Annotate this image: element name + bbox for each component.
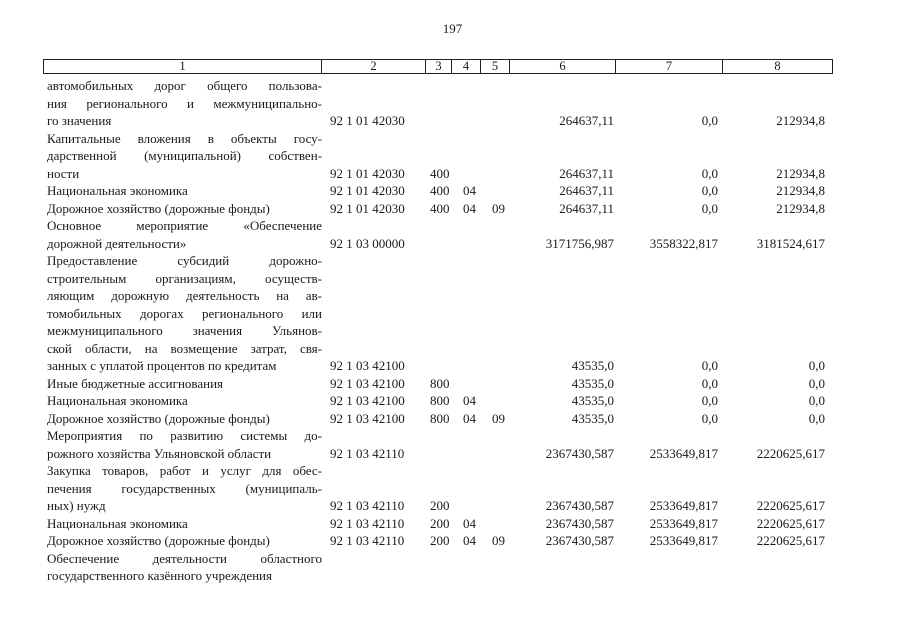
row-amount-col6: 2367430,587 [545, 445, 614, 461]
row-name-line: Капитальные вложения в объекты госу- [47, 130, 322, 146]
row-name-line: автомобильных дорог общего пользова- [47, 78, 322, 93]
row-name-line: занных с уплатой процентов по кредитам [47, 358, 277, 373]
row-amount-col7: 2533649,817 [649, 498, 718, 513]
row-code: 92 1 03 00000 [330, 235, 405, 251]
row-name-line: рожного хозяйства Ульяновской области [47, 445, 272, 461]
row-amount-col8: 0,0 [808, 410, 825, 426]
row-expense-type: 800 [430, 410, 450, 426]
row-name-line: Дорожное хозяйство (дорожные фонды) [47, 410, 270, 426]
row-amount-col6: 264637,11 [559, 200, 614, 216]
row-expense-type: 800 [430, 393, 450, 408]
table-row [0, 410, 905, 428]
row-amount-col6: 264637,11 [559, 113, 614, 128]
table-row [0, 252, 905, 375]
row-amount-col8: 3181524,617 [756, 235, 825, 251]
table-header [43, 59, 833, 74]
row-amount-col8: 0,0 [808, 393, 825, 408]
row-expense-type: 400 [430, 165, 450, 181]
row-name [47, 130, 322, 183]
row-amount-col8: 2220625,617 [756, 498, 825, 513]
table-row [0, 182, 905, 200]
row-code: 92 1 03 42110 [330, 498, 405, 513]
row-name-line: Основное мероприятие «Обеспечение [47, 218, 322, 233]
row-amount-col6: 264637,11 [559, 183, 614, 198]
row-amount-col8: 212934,8 [776, 200, 825, 216]
row-amount-col6: 43535,0 [571, 393, 614, 408]
table-row [0, 427, 905, 462]
table-row [0, 550, 905, 585]
table-row [0, 217, 905, 252]
row-name [47, 200, 322, 218]
row-name-line: Закупка товаров, работ и услуг для обес- [47, 463, 322, 478]
row-amount-col8: 0,0 [808, 358, 825, 373]
row-amount-col8: 212934,8 [776, 165, 825, 181]
row-amount-col6: 2367430,587 [545, 533, 614, 548]
row-amount-col6: 43535,0 [571, 375, 614, 391]
row-code: 92 1 01 42030 [330, 113, 405, 128]
row-amount-col7: 0,0 [701, 393, 718, 408]
row-name [47, 550, 322, 585]
row-subsection: 09 [492, 533, 505, 548]
row-amount-col7: 0,0 [701, 183, 718, 198]
row-expense-type: 200 [430, 498, 450, 513]
row-name [47, 375, 322, 393]
row-section: 04 [463, 393, 476, 408]
row-section: 04 [463, 515, 476, 531]
row-name-line: ния регионального и межмуниципально- [47, 95, 322, 111]
row-name-line: ных) нужд [47, 498, 106, 513]
table-row [0, 200, 905, 218]
row-name [47, 252, 322, 375]
row-name-line: дарственной (муниципальной) собствен- [47, 148, 322, 163]
row-amount-col7: 0,0 [701, 113, 718, 128]
header-col-2: 2 [322, 60, 426, 73]
row-name [47, 462, 322, 515]
table-row [0, 77, 905, 130]
row-amount-col8: 2220625,617 [756, 533, 825, 548]
row-amount-col6: 264637,11 [559, 165, 614, 181]
row-code: 92 1 03 42110 [330, 515, 405, 531]
row-amount-col7: 3558322,817 [649, 235, 718, 251]
row-name-line: ности [47, 165, 80, 181]
row-amount-col7: 2533649,817 [649, 515, 718, 531]
row-section: 04 [463, 200, 476, 216]
row-name-line: томобильных дорогах регионального или [47, 305, 322, 321]
row-code: 92 1 03 42100 [330, 375, 405, 391]
row-name [47, 392, 322, 410]
row-code: 92 1 01 42030 [330, 165, 405, 181]
row-amount-col8: 2220625,617 [756, 515, 825, 531]
row-name-line: строительным организациям, осуществ- [47, 270, 322, 286]
row-subsection: 09 [492, 410, 505, 426]
row-name-line: Иные бюджетные ассигнования [47, 375, 224, 391]
row-name [47, 77, 322, 130]
row-code: 92 1 01 42030 [330, 200, 405, 216]
row-name [47, 410, 322, 428]
row-expense-type: 200 [430, 533, 450, 548]
header-col-5: 5 [481, 60, 510, 73]
row-amount-col6: 43535,0 [571, 358, 614, 373]
row-amount-col8: 212934,8 [776, 183, 825, 198]
row-name-line: Дорожное хозяйство (дорожные фонды) [47, 200, 270, 216]
header-col-6: 6 [510, 60, 616, 73]
row-name [47, 427, 322, 462]
row-name-line: го значения [47, 113, 112, 128]
row-amount-col8: 0,0 [808, 375, 825, 391]
row-name-line: Национальная экономика [47, 515, 188, 531]
header-col-8: 8 [774, 59, 781, 73]
row-name-line: межмуниципального значения Ульянов- [47, 323, 322, 338]
row-amount-col6: 2367430,587 [545, 498, 614, 513]
row-amount-col7: 0,0 [701, 410, 718, 426]
row-amount-col8: 212934,8 [776, 113, 825, 128]
table-row [0, 515, 905, 533]
table-row [0, 532, 905, 550]
row-name-line: дорожной деятельности» [47, 235, 187, 251]
row-name-line: Обеспечение деятельности областного [47, 550, 322, 566]
row-name [47, 532, 322, 550]
row-expense-type: 400 [430, 200, 450, 216]
header-col-3: 3 [426, 60, 452, 73]
row-section: 04 [463, 183, 476, 198]
row-amount-col7: 2533649,817 [649, 445, 718, 461]
row-code: 92 1 03 42110 [330, 445, 405, 461]
row-subsection: 09 [492, 200, 505, 216]
row-code: 92 1 03 42100 [330, 410, 405, 426]
row-code: 92 1 03 42100 [330, 358, 405, 373]
row-code: 92 1 01 42030 [330, 183, 405, 198]
row-section: 04 [463, 533, 476, 548]
row-name-line: печения государственных (муниципаль- [47, 480, 322, 496]
row-amount-col6: 43535,0 [571, 410, 614, 426]
row-amount-col6: 2367430,587 [545, 515, 614, 531]
row-amount-col7: 0,0 [701, 358, 718, 373]
row-expense-type: 200 [430, 515, 450, 531]
row-code: 92 1 03 42110 [330, 533, 405, 548]
row-name-line: Национальная экономика [47, 393, 188, 408]
table-row [0, 375, 905, 393]
table-row [0, 462, 905, 515]
row-amount-col7: 2533649,817 [649, 533, 718, 548]
row-name-line: государственного казённого учреждения [47, 568, 272, 583]
row-section: 04 [463, 410, 476, 426]
table-row [0, 130, 905, 183]
row-name-line: Национальная экономика [47, 183, 188, 198]
row-name [47, 217, 322, 252]
header-col-1: 1 [44, 60, 322, 73]
row-name [47, 515, 322, 533]
header-col-7: 7 [616, 60, 723, 73]
row-name [47, 182, 322, 200]
row-name-line: ской области, на возмещение затрат, свя- [47, 340, 322, 356]
row-amount-col8: 2220625,617 [756, 445, 825, 461]
row-name-line: ляющим дорожную деятельность на ав- [47, 288, 322, 303]
row-name-line: Предоставление субсидий дорожно- [47, 253, 322, 268]
row-name-line: Дорожное хозяйство (дорожные фонды) [47, 533, 270, 548]
page-number: 197 [442, 21, 463, 36]
row-amount-col7: 0,0 [701, 200, 718, 216]
row-amount-col7: 0,0 [701, 375, 718, 391]
row-code: 92 1 03 42100 [330, 393, 405, 408]
row-name-line: Мероприятия по развитию системы до- [47, 428, 322, 443]
row-amount-col6: 3171756,987 [545, 235, 614, 251]
table-row [0, 392, 905, 410]
header-col-4: 4 [452, 60, 481, 73]
row-amount-col7: 0,0 [701, 165, 718, 181]
row-expense-type: 400 [430, 183, 450, 198]
row-expense-type: 800 [430, 375, 450, 391]
